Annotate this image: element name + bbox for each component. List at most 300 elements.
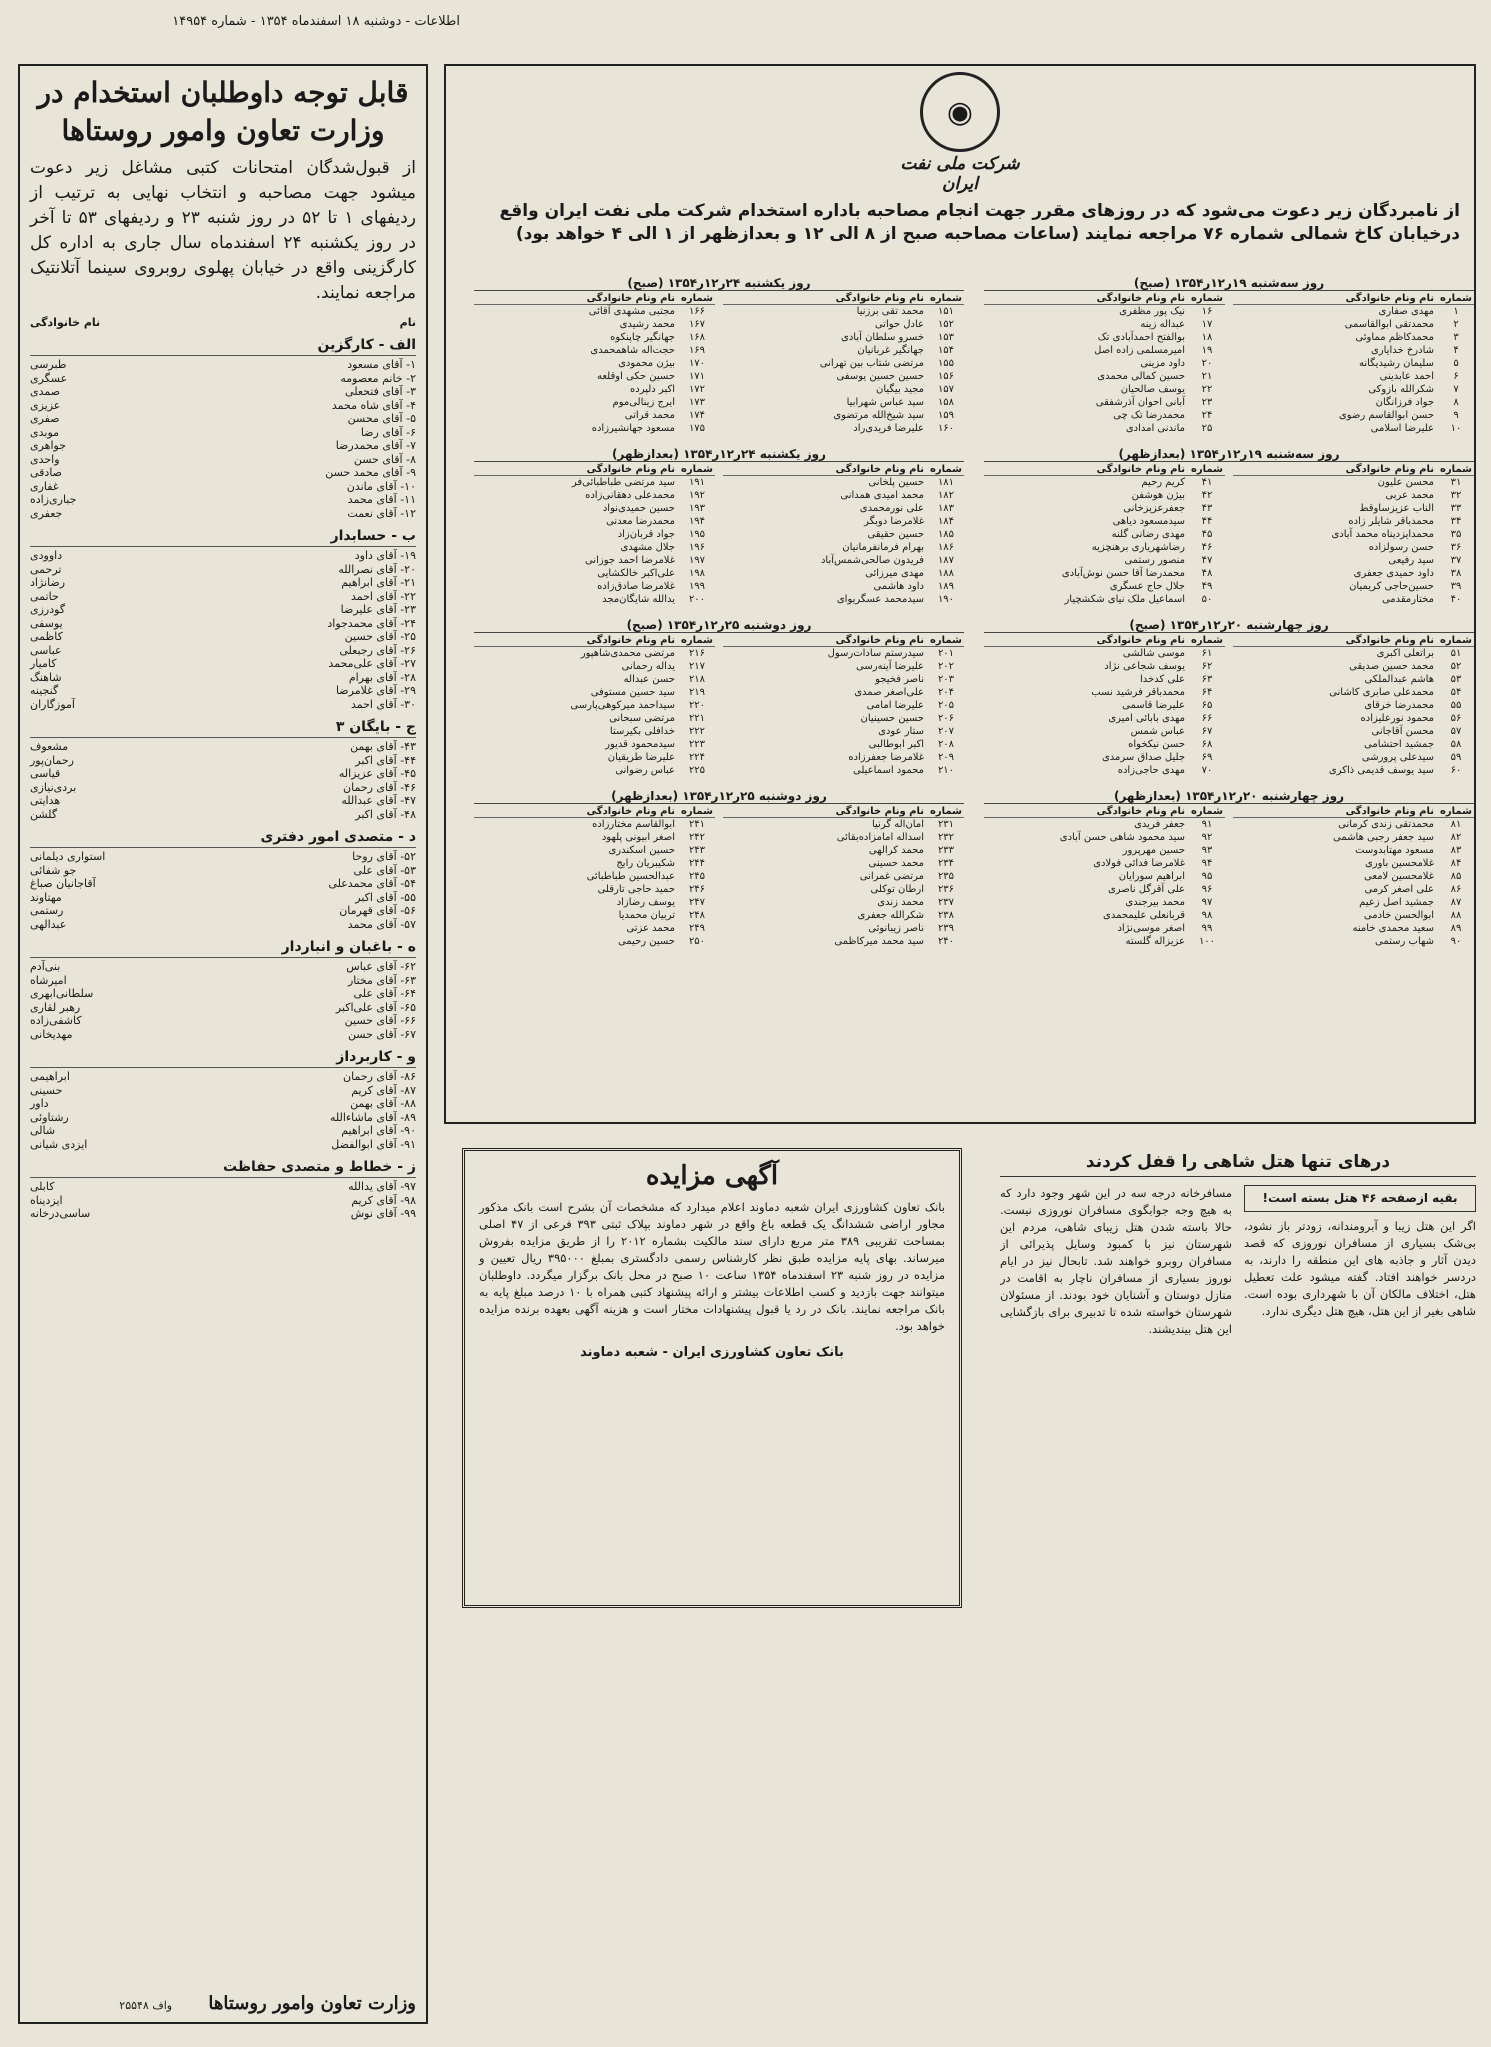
roster-row bbox=[30, 1194, 416, 1208]
day-title: روز چهارشنبه ۲۰ر۱۲ر۱۳۵۴ (بعدازظهر) bbox=[984, 789, 1474, 804]
section-title: ه - باغبان و انباردار bbox=[30, 939, 416, 958]
applicant-name: محمد عربی bbox=[1385, 490, 1434, 501]
applicant-number: ۲۴۱ bbox=[688, 819, 706, 830]
applicant-name: کریم رحیم bbox=[1141, 477, 1185, 488]
applicant-row bbox=[723, 896, 964, 909]
applicant-row bbox=[474, 896, 715, 909]
applicant-row bbox=[723, 489, 964, 502]
applicant-number: ۵۵ bbox=[1450, 700, 1462, 711]
applicant-row bbox=[984, 593, 1225, 606]
applicant-row bbox=[474, 699, 715, 712]
applicant-number: ۱۵۸ bbox=[937, 397, 955, 408]
applicant-row bbox=[474, 357, 715, 370]
applicant-name: حسین حقیقی bbox=[867, 529, 924, 540]
applicant-name: حسین اسکندری bbox=[608, 845, 675, 856]
applicant-row bbox=[1233, 396, 1474, 409]
applicant-row bbox=[723, 515, 964, 528]
applicant-number: ۱۹۰ bbox=[937, 594, 955, 605]
applicant-row bbox=[1233, 699, 1474, 712]
applicant-number: ۱۶۶ bbox=[688, 306, 706, 317]
applicant-number: ۱۸۴ bbox=[937, 516, 955, 527]
applicant-row bbox=[984, 647, 1225, 660]
applicant-name: محمد حسینی bbox=[868, 858, 924, 869]
applicant-number: ۱۷۵ bbox=[688, 423, 706, 434]
roster-row bbox=[30, 1070, 416, 1084]
applicant-number: ۱۸۵ bbox=[937, 529, 955, 540]
applicant-number: ۱۶ bbox=[1201, 306, 1213, 317]
applicant-name: محمدایزدیناه محمد آبادی bbox=[1331, 529, 1434, 540]
applicant-row bbox=[474, 660, 715, 673]
candidate-family: جباری‌زاده bbox=[30, 493, 77, 506]
applicant-name: حسن ابوالقاسم رضوی bbox=[1338, 410, 1434, 421]
day-title: روز یکشنبه ۲۴ر۱۲ر۱۳۵۴ (بعدازظهر) bbox=[474, 447, 964, 462]
applicant-row bbox=[474, 528, 715, 541]
applicant-row bbox=[474, 738, 715, 751]
news-col-right bbox=[1244, 1185, 1476, 1338]
news-columns bbox=[1000, 1185, 1476, 1338]
col-num: شماره bbox=[1191, 464, 1223, 475]
news-title: درهای تنها هتل شاهی را قفل کردند bbox=[1000, 1152, 1476, 1177]
applicant-row bbox=[723, 383, 964, 396]
candidate-family: مهتاوند bbox=[30, 890, 62, 904]
applicant-name: مسعود جهانشیرزاده bbox=[591, 423, 675, 434]
applicant-name: مرتضی محمدی‌شاهپور bbox=[580, 648, 675, 659]
candidate-family: رشتاوئی bbox=[30, 1110, 69, 1124]
applicant-name: حسین حسینیان bbox=[860, 713, 924, 724]
applicant-row bbox=[723, 738, 964, 751]
roster-row bbox=[30, 1111, 416, 1125]
applicant-row bbox=[474, 725, 715, 738]
applicant-name: حسن نیکخواه bbox=[1128, 739, 1185, 750]
applicant-name: سید محمود شاهی حسن آبادی bbox=[1059, 832, 1185, 843]
applicant-name: ارطان توکلی bbox=[870, 884, 924, 895]
applicant-number: ۶۱ bbox=[1201, 648, 1213, 659]
roster-row bbox=[30, 1001, 416, 1015]
candidate-family: استواری دیلمانی bbox=[30, 850, 106, 863]
applicant-number: ۴۷ bbox=[1201, 555, 1213, 566]
applicant-name: سید جعفر رجبی هاشمی bbox=[1333, 832, 1434, 843]
applicant-name: داود هاشمی bbox=[873, 581, 924, 592]
day-column bbox=[474, 806, 715, 948]
applicant-row bbox=[723, 686, 964, 699]
applicant-name: محمد رشیدی bbox=[619, 319, 675, 330]
applicant-row bbox=[984, 489, 1225, 502]
roster-row bbox=[30, 808, 416, 822]
applicant-row bbox=[1233, 305, 1474, 318]
applicant-row bbox=[1233, 409, 1474, 422]
applicant-number: ۴۳ bbox=[1201, 503, 1213, 514]
applicant-name: جمشید اصل زعیم bbox=[1359, 897, 1434, 908]
applicant-number: ۲۰۳ bbox=[937, 674, 955, 685]
roster-row bbox=[30, 549, 416, 563]
roster-row bbox=[30, 864, 416, 878]
applicant-number: ۹۶ bbox=[1201, 884, 1213, 895]
applicant-name: بوالفتح احمدآبادی تک bbox=[1097, 332, 1185, 343]
candidate-family: عبدالهی bbox=[30, 917, 67, 931]
candidate-name: ۹۸- آقای کریم bbox=[351, 1193, 416, 1207]
applicant-name: غلامرضا احمد جوزانی bbox=[584, 555, 675, 566]
applicant-name: جعفر فریدی bbox=[1134, 819, 1185, 830]
applicant-number: ۱۰ bbox=[1450, 423, 1462, 434]
applicant-name: سیدعلی پرورشی bbox=[1361, 752, 1434, 763]
applicant-row bbox=[984, 896, 1225, 909]
col-name: نام ونام خانوادگی bbox=[1096, 293, 1185, 304]
auction-body: بانک تعاون کشاورزی ایران شعبه دماوند اعلام میدارد که مشخصات آن بشرح است بانک مذکور مجاور اراضی ششدانگ یک قطعه باغ واقع در شهر دماوند بپلاک ثبتی ۳۹۳ فرعی از ۴۷ اصلی بمساحت تقریبی ۳۸۹ متر مربع دارای سند مالکیت بشماره ۲۰۱۲ را از طریق مزایده بفروش میرساند. بهای پایه مزایده طبق نظر کارشناس رسمی دادگستری بمبلغ ۳۹۵۰۰۰ ریال تعیین و مزایده در روز شنبه ۲۳ اسفندماه ۱۳۵۴ ساعت ۱۰ صبح در محل بانک برگزار میگردد. داوطلبان میتوانند جهت بازدید و کسب اطلاعات بیشتر و ارائه پیشنهاد کتبی همراه با ۱۰ درصد مبلغ پایه به بانک مراجعه نمایند. بانک در رد یا قبول پیشنهادات مختار است و هزینه آگهی بعهده برنده مزایده خواهد بود. bbox=[479, 1200, 946, 1333]
applicant-number: ۱۸ bbox=[1201, 332, 1213, 343]
roster-row bbox=[30, 399, 416, 413]
applicant-row bbox=[984, 699, 1225, 712]
applicant-name: غلامحسین لامعی bbox=[1364, 871, 1434, 882]
roster-row bbox=[30, 891, 416, 905]
applicant-row bbox=[1233, 712, 1474, 725]
applicant-name: علی اصغر کرمی bbox=[1364, 884, 1434, 895]
column-header bbox=[474, 464, 715, 476]
applicant-number: ۲۰۷ bbox=[937, 726, 955, 737]
ministry-name: وزارت تعاون وامور روستاها bbox=[208, 1993, 416, 2014]
applicant-name: اسماعیل ملک نیای شکشچیار bbox=[1064, 594, 1185, 605]
applicant-name: امیرمسلمی زاده اصل bbox=[1094, 345, 1185, 356]
roster-row bbox=[30, 974, 416, 988]
roster-row bbox=[30, 466, 416, 480]
roster-row bbox=[30, 453, 416, 467]
applicant-number: ۳۴ bbox=[1450, 516, 1462, 527]
candidate-name: ۵۷- آقای محمد bbox=[347, 917, 416, 931]
applicant-row bbox=[723, 831, 964, 844]
applicant-name: رضاشهریاری برهنچزیه bbox=[1091, 542, 1185, 553]
section-title: ز - خطاط و متصدی حفاظت bbox=[30, 1159, 416, 1178]
col-num: شماره bbox=[930, 635, 962, 646]
logo-text: شرکت ملی نفت ایران bbox=[900, 154, 1020, 194]
column-header bbox=[1233, 806, 1474, 818]
applicant-name: محمد تقی برزنیا bbox=[856, 306, 924, 317]
applicant-name: ابوالحسن خادمی bbox=[1363, 910, 1434, 921]
applicant-row bbox=[474, 673, 715, 686]
applicant-number: ۲۴۴ bbox=[688, 858, 706, 869]
applicant-name: علیرضا امامی bbox=[866, 700, 924, 711]
applicant-row bbox=[1233, 422, 1474, 435]
applicant-row bbox=[1233, 818, 1474, 831]
applicant-name: یداله رحمانی bbox=[621, 661, 675, 672]
applicant-row bbox=[1233, 686, 1474, 699]
applicant-name: مهدی رضانی گلنه bbox=[1111, 529, 1185, 540]
roster-row bbox=[30, 1207, 416, 1221]
applicant-row bbox=[474, 818, 715, 831]
applicant-number: ۸ bbox=[1453, 397, 1459, 408]
candidate-family: شاهنگ bbox=[30, 670, 62, 684]
applicant-name: ناصر فخیجو bbox=[875, 674, 924, 685]
col-name: نام ونام خانوادگی bbox=[586, 464, 675, 475]
applicant-name: سید شیخ‌الله مرتضوی bbox=[833, 410, 924, 421]
applicant-number: ۱۷۲ bbox=[688, 384, 706, 395]
candidate-name: ۲۳- آقای علیرضا bbox=[340, 603, 416, 616]
column-header bbox=[723, 806, 964, 818]
applicant-row bbox=[474, 935, 715, 948]
applicant-row bbox=[1233, 541, 1474, 554]
section-title: و - کاربرداز bbox=[30, 1049, 416, 1068]
applicant-number: ۲۴ bbox=[1201, 410, 1213, 421]
applicant-name: سید رفیعی bbox=[1388, 555, 1434, 566]
applicant-name: سعید محمدی خامنه bbox=[1352, 923, 1434, 934]
applicant-name: مهدی میرزائی bbox=[865, 568, 924, 579]
applicant-row bbox=[474, 870, 715, 883]
applicant-name: سیدمحمد عسگریوای bbox=[836, 594, 924, 605]
col-name: نام ونام خانوادگی bbox=[586, 806, 675, 817]
roster-header bbox=[30, 316, 416, 329]
applicant-name: محمد عزتی bbox=[626, 923, 675, 934]
applicant-name: سیداحمد میرکوهی‌پارسی bbox=[570, 700, 675, 711]
applicant-row bbox=[474, 909, 715, 922]
applicant-row bbox=[984, 725, 1225, 738]
applicant-number: ۸۷ bbox=[1450, 897, 1462, 908]
applicant-number: ۲۵ bbox=[1201, 423, 1213, 434]
applicant-row bbox=[723, 409, 964, 422]
roster-row bbox=[30, 1028, 416, 1042]
applicant-number: ۶۹ bbox=[1201, 752, 1213, 763]
applicant-row bbox=[723, 935, 964, 948]
applicant-row bbox=[984, 567, 1225, 580]
applicant-number: ۲۰۶ bbox=[937, 713, 955, 724]
applicant-name: ابوالقاسم مختارزاده bbox=[592, 819, 675, 830]
candidate-name: ۶۲- آقای عباس bbox=[346, 960, 416, 973]
applicant-number: ۱۸۹ bbox=[937, 581, 955, 592]
applicant-name: خدافلی بکیرستا bbox=[609, 726, 675, 737]
applicant-number: ۵ bbox=[1453, 358, 1459, 369]
applicant-number: ۱۸۳ bbox=[937, 503, 955, 514]
applicant-number: ۵۰ bbox=[1201, 594, 1213, 605]
nioc-logo bbox=[880, 72, 1040, 194]
col-num: شماره bbox=[681, 806, 713, 817]
candidate-name: ۵۵- آقای اکبر bbox=[355, 890, 416, 904]
applicant-number: ۲۱ bbox=[1201, 371, 1213, 382]
day-schedule bbox=[984, 447, 1474, 606]
applicant-number: ۲۴۶ bbox=[688, 884, 706, 895]
candidate-name: ۲۲- آقای احمد bbox=[350, 589, 416, 603]
roster-row bbox=[30, 754, 416, 768]
col-num: شماره bbox=[1440, 464, 1472, 475]
applicant-name: مجتبی مشهدی آقائی bbox=[588, 306, 675, 317]
applicant-number: ۲۴۷ bbox=[688, 897, 706, 908]
col-name: نام ونام خانوادگی bbox=[835, 806, 924, 817]
applicant-number: ۹۴ bbox=[1201, 858, 1213, 869]
col-name: نام ونام خانوادگی bbox=[1345, 806, 1434, 817]
day-column bbox=[984, 464, 1225, 606]
candidate-family: قیاسی bbox=[30, 767, 61, 780]
applicant-name: مرتضی غمرانی bbox=[859, 871, 924, 882]
candidate-family: غفاری bbox=[30, 479, 59, 493]
applicant-number: ۹۹ bbox=[1201, 923, 1213, 934]
applicant-number: ۱۷۳ bbox=[688, 397, 706, 408]
applicant-number: ۳۲ bbox=[1450, 490, 1462, 501]
day-grid bbox=[474, 806, 964, 948]
candidate-family: شالی bbox=[30, 1124, 56, 1137]
candidate-name: ۹- آقای محمد حسن bbox=[325, 466, 416, 479]
applicant-name: سید حسین مستوفی bbox=[590, 687, 675, 698]
applicant-name: عزیزاله گلسته bbox=[1125, 936, 1185, 947]
candidate-family: بنی‌آدم bbox=[30, 960, 61, 973]
candidate-family: عسگری bbox=[30, 371, 68, 385]
applicant-row bbox=[474, 593, 715, 606]
applicant-row bbox=[474, 489, 715, 502]
applicant-number: ۲۰۸ bbox=[937, 739, 955, 750]
candidate-name: ۸۶- آقای رحمان bbox=[343, 1070, 416, 1083]
candidate-family: موبدی bbox=[30, 425, 60, 439]
applicant-name: شکرالله جعفری bbox=[857, 910, 924, 921]
candidate-name: ۱- آقای مسعود bbox=[347, 358, 416, 371]
applicant-number: ۲۲۲ bbox=[688, 726, 706, 737]
applicant-row bbox=[474, 554, 715, 567]
candidate-family: آموزگاران bbox=[30, 697, 75, 711]
applicant-name: جلیل صداق سرمدی bbox=[1101, 752, 1185, 763]
applicant-number: ۳۶ bbox=[1450, 542, 1462, 553]
candidate-name: ۴۷- آقای عبدالله bbox=[341, 794, 416, 807]
day-title: روز سه‌شنبه ۱۹ر۱۲ر۱۳۵۴ (صبح) bbox=[984, 276, 1474, 291]
candidate-name: ۶۴- آقای علی bbox=[353, 987, 416, 1000]
applicant-row bbox=[1233, 922, 1474, 935]
roster-row bbox=[30, 698, 416, 712]
column-header bbox=[1233, 464, 1474, 476]
applicant-row bbox=[474, 857, 715, 870]
candidate-name: ۵۲- آقای روحا bbox=[352, 850, 416, 863]
col-num: شماره bbox=[681, 293, 713, 304]
applicant-number: ۶۴ bbox=[1201, 687, 1213, 698]
column-header bbox=[474, 293, 715, 305]
candidate-family: حاتمی bbox=[30, 589, 59, 603]
applicant-number: ۴۴ bbox=[1201, 516, 1213, 527]
applicant-row bbox=[723, 673, 964, 686]
applicant-name: محمدرضا معدنی bbox=[606, 516, 675, 527]
roster-row bbox=[30, 563, 416, 577]
applicant-name: محمدکاظم مماوئی bbox=[1355, 332, 1434, 343]
applicant-name: حسین کمالی محمدی bbox=[1097, 371, 1185, 382]
applicant-row bbox=[1233, 647, 1474, 660]
roster-row bbox=[30, 740, 416, 754]
applicant-row bbox=[1233, 857, 1474, 870]
applicant-row bbox=[1233, 489, 1474, 502]
applicant-row bbox=[723, 357, 964, 370]
applicant-number: ۲۲۰ bbox=[688, 700, 706, 711]
applicant-row bbox=[723, 870, 964, 883]
roster-row bbox=[30, 644, 416, 658]
applicant-name: علیرضا فریدی‌راد bbox=[853, 423, 924, 434]
day-column bbox=[723, 293, 964, 435]
applicant-row bbox=[1233, 935, 1474, 948]
applicant-name: یدالله شایگان‌مجد bbox=[602, 594, 675, 605]
column-header bbox=[984, 806, 1225, 818]
col-name: نام bbox=[399, 316, 416, 329]
candidate-name: ۱۰- آقای ماندن bbox=[346, 479, 416, 493]
col-num: شماره bbox=[1440, 635, 1472, 646]
applicant-row bbox=[474, 502, 715, 515]
applicant-row bbox=[723, 647, 964, 660]
day-grid bbox=[984, 464, 1474, 606]
applicant-number: ۹۳ bbox=[1201, 845, 1213, 856]
applicant-name: تربیان محمدیا bbox=[618, 910, 675, 921]
applicant-row bbox=[984, 383, 1225, 396]
applicant-row bbox=[1233, 896, 1474, 909]
applicant-number: ۱۷۱ bbox=[688, 371, 706, 382]
applicant-row bbox=[1233, 331, 1474, 344]
roster-row bbox=[30, 987, 416, 1001]
applicant-row bbox=[474, 318, 715, 331]
applicant-row bbox=[984, 541, 1225, 554]
candidate-name: ۲۱- آقای ابراهیم bbox=[341, 576, 416, 589]
applicant-name: شکرالله بازوکی bbox=[1368, 384, 1434, 395]
candidate-family: گنجینه bbox=[30, 684, 59, 697]
roster-row bbox=[30, 385, 416, 399]
applicant-number: ۱۵۷ bbox=[937, 384, 955, 395]
applicant-row bbox=[474, 422, 715, 435]
applicant-number: ۵۱ bbox=[1450, 648, 1462, 659]
roster-row bbox=[30, 1124, 416, 1138]
candidate-family: کاظمی bbox=[30, 630, 63, 643]
applicant-number: ۲۳۴ bbox=[937, 858, 955, 869]
applicant-row bbox=[1233, 883, 1474, 896]
column-header bbox=[1233, 635, 1474, 647]
applicant-number: ۸۱ bbox=[1450, 819, 1462, 830]
applicant-name: محمدتقی زندی کرمانی bbox=[1338, 819, 1434, 830]
applicant-number: ۹۲ bbox=[1201, 832, 1213, 843]
applicant-name: علی نورمحمدی bbox=[859, 503, 924, 514]
applicant-row bbox=[984, 712, 1225, 725]
candidate-name: ۳۰- آقای احمد bbox=[350, 697, 416, 711]
col-name: نام ونام خانوادگی bbox=[586, 635, 675, 646]
applicant-name: محمد کرالهی bbox=[868, 845, 924, 856]
applicant-name: سلیمان رشیدیگانه bbox=[1358, 358, 1434, 369]
applicant-name: جهانگیر چاپنکوه bbox=[610, 332, 675, 343]
applicant-number: ۱۸۶ bbox=[937, 542, 955, 553]
day-schedule bbox=[474, 276, 964, 435]
applicant-name: محمدرضا خرقای bbox=[1364, 700, 1434, 711]
col-family: نام خانوادگی bbox=[30, 316, 101, 329]
applicant-row bbox=[474, 383, 715, 396]
applicant-name: حسین مهرپرور bbox=[1122, 845, 1185, 856]
candidate-family: گودرزی bbox=[30, 603, 66, 616]
roster-row bbox=[30, 358, 416, 372]
applicant-row bbox=[984, 422, 1225, 435]
applicant-name: حسین‌حاجی کریمیان bbox=[1349, 581, 1434, 592]
applicant-row bbox=[1233, 502, 1474, 515]
day-schedule bbox=[474, 618, 964, 777]
applicant-name: غلامرضا دوبگر bbox=[864, 516, 924, 527]
applicant-number: ۹۱ bbox=[1201, 819, 1213, 830]
day-column bbox=[1233, 293, 1474, 435]
applicant-name: شادرخ خدایاری bbox=[1370, 345, 1434, 356]
applicant-name: بیژن محمودی bbox=[618, 358, 675, 369]
column-header bbox=[723, 464, 964, 476]
applicant-name: اکبر ابوطالبی bbox=[868, 739, 924, 750]
applicant-name: سید یوسف قدیمی ذاکری bbox=[1328, 765, 1434, 776]
applicant-row bbox=[723, 331, 964, 344]
candidate-family: هدایتی bbox=[30, 794, 61, 807]
applicant-row bbox=[984, 751, 1225, 764]
applicant-number: ۳ bbox=[1453, 332, 1459, 343]
applicant-row bbox=[984, 686, 1225, 699]
applicant-number: ۵۹ bbox=[1450, 752, 1462, 763]
applicant-name: سید عباس شهرابیا bbox=[846, 397, 924, 408]
candidate-family: ابراهیمی bbox=[30, 1070, 70, 1083]
applicant-number: ۱۷۰ bbox=[688, 358, 706, 369]
applicant-row bbox=[474, 409, 715, 422]
applicant-name: سیدمحمود قدیور bbox=[605, 739, 675, 750]
applicant-number: ۶۶ bbox=[1201, 713, 1213, 724]
applicant-name: حسن رسولزاده bbox=[1368, 542, 1434, 553]
candidate-name: ۹۰- آقای ابراهیم bbox=[341, 1124, 416, 1137]
applicant-number: ۱۹۲ bbox=[688, 490, 706, 501]
applicant-name: حسین پلخانی bbox=[868, 477, 924, 488]
applicant-row bbox=[1233, 528, 1474, 541]
candidate-family: ساسی‌درخانه bbox=[30, 1207, 91, 1220]
day-grid bbox=[474, 464, 964, 606]
